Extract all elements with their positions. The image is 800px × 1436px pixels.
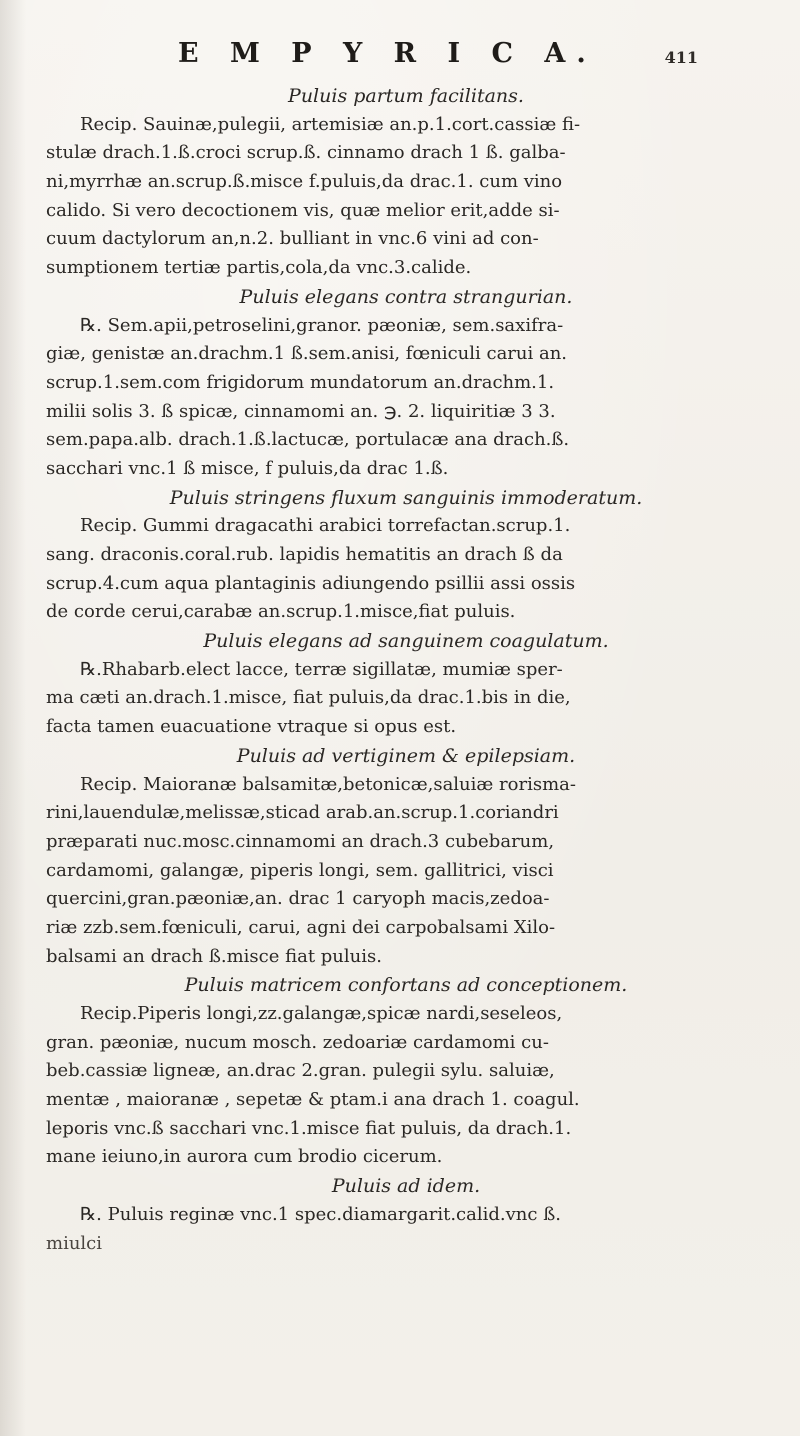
text-line: riæ zzb.sem.fœniculi, carui, agni dei carpobalsami Xilo- [46, 916, 556, 938]
text-line: cuum dactylorum an,n.2. bulliant in vnc.6 vini ad con- [46, 228, 539, 250]
text-line: mentæ , maioranæ , sepetæ & ptam.i ana drach 1. coagul. [46, 1089, 580, 1111]
text-line: rini,lauendulæ,melissæ,sticad arab.an.scrup.1.coriandri [46, 802, 559, 824]
text-line: cardamomi, galangæ, piperis longi, sem. gallitrici, visci [46, 859, 554, 881]
page-text [46, 82, 766, 1258]
section-heading: Puluis elegans ad sanguinem coagulatum. [203, 630, 609, 653]
text-line: beb.cassiæ ligneæ, an.drac 2.gran. pulegii sylu. saluiæ, [46, 1060, 555, 1082]
text-line: ℞.Rhabarb.elect lacce, terræ sigillatæ, mumiæ sper- [80, 658, 563, 680]
section-heading: Puluis ad idem. [331, 1175, 481, 1198]
text-line: leporis vnc.ß sacchari vnc.1.misce fiat puluis, da drach.1. [46, 1117, 572, 1139]
text-line: scrup.4.cum aqua plantaginis adiungendo psillii assi ossis [46, 572, 576, 594]
text-line: mane ieiuno,in aurora cum brodio cicerum. [46, 1146, 443, 1168]
text-line: de corde cerui,carabæ an.scrup.1.misce,fiat puluis. [46, 601, 516, 623]
text-line: quercini,gran.pæoniæ,an. drac 1 caryoph macis,zedoa- [46, 888, 550, 910]
section-heading: Puluis stringens fluxum sanguinis immoderatum. [169, 486, 643, 509]
text-line: sacchari vnc.1 ß misce, f puluis,da drac 1.ß. [46, 457, 449, 479]
text-line: ℞. Sem.apii,petroselini,granor. pæoniæ, sem.saxifra- [80, 314, 564, 336]
text-line: giæ, genistæ an.drachm.1 ß.sem.anisi, fœniculi carui an. [46, 343, 568, 365]
text-line: balsami an drach ß.misce fiat puluis. [46, 945, 382, 967]
text-line: scrup.1.sem.com frigidorum mundatorum an.drachm.1. [46, 371, 555, 393]
text-line: præparati nuc.mosc.cinnamomi an drach.3 cubebarum, [46, 830, 555, 852]
section-heading: Puluis elegans contra strangurian. [239, 285, 573, 308]
text-line: Recip. Gummi dragacathi arabici torrefactan.scrup.1. [80, 515, 571, 537]
running-head: E M P Y R I C A. [178, 38, 597, 69]
text-line: Recip. Sauinæ,pulegii, artemisiæ an.p.1.cort.cassiæ fi- [80, 113, 581, 135]
text-line: Recip.Piperis longi,zz.galangæ,spicæ nardi,seseleos, [80, 1003, 563, 1024]
page-edge-shadow [0, 0, 26, 1436]
text-line: Recip. Maioranæ balsamitæ,betonicæ,saluiæ rorisma- [80, 773, 576, 795]
text-line: sem.papa.alb. drach.1.ß.lactucæ, portulacæ ana drach.ß. [46, 429, 570, 451]
section-heading: Puluis partum facilitans. [288, 85, 524, 107]
text-line: calido. Si vero decoctionem vis, quæ melior erit,adde si- [46, 199, 560, 221]
text-line: sumptionem tertiæ partis,cola,da vnc.3.calide. [46, 257, 472, 279]
text-line: milii solis 3. ß spicæ, cinnamomi an. ℈. 2. liquiritiæ 3 3. [46, 400, 556, 422]
text-line: ni,myrrhæ an.scrup.ß.misce f.puluis,da drac.1. cum vino [46, 171, 563, 193]
section-heading: Puluis matricem confortans ad conceptionem. [184, 974, 628, 997]
section-heading: Puluis ad vertiginem & epilepsiam. [236, 744, 576, 767]
text-line: ℞. Puluis reginæ vnc.1 spec.diamargarit.calid.vnc ß. [80, 1203, 561, 1225]
catchword-line: miulci [46, 1232, 103, 1254]
text-line: facta tamen euacuatione vtraque si opus est. [46, 716, 457, 738]
page-header [178, 38, 698, 78]
page-number: 411 [664, 48, 698, 67]
text-line: gran. pæoniæ, nucum mosch. zedoariæ cardamomi cu- [46, 1031, 549, 1053]
text-line: ma cæti an.drach.1.misce, fiat puluis,da drac.1.bis in die, [46, 687, 571, 709]
text-line: sang. draconis.coral.rub. lapidis hematitis an drach ß da [46, 544, 563, 565]
text-line: stulæ drach.1.ß.croci scrup.ß. cinnamo drach 1 ß. galba- [46, 142, 566, 164]
